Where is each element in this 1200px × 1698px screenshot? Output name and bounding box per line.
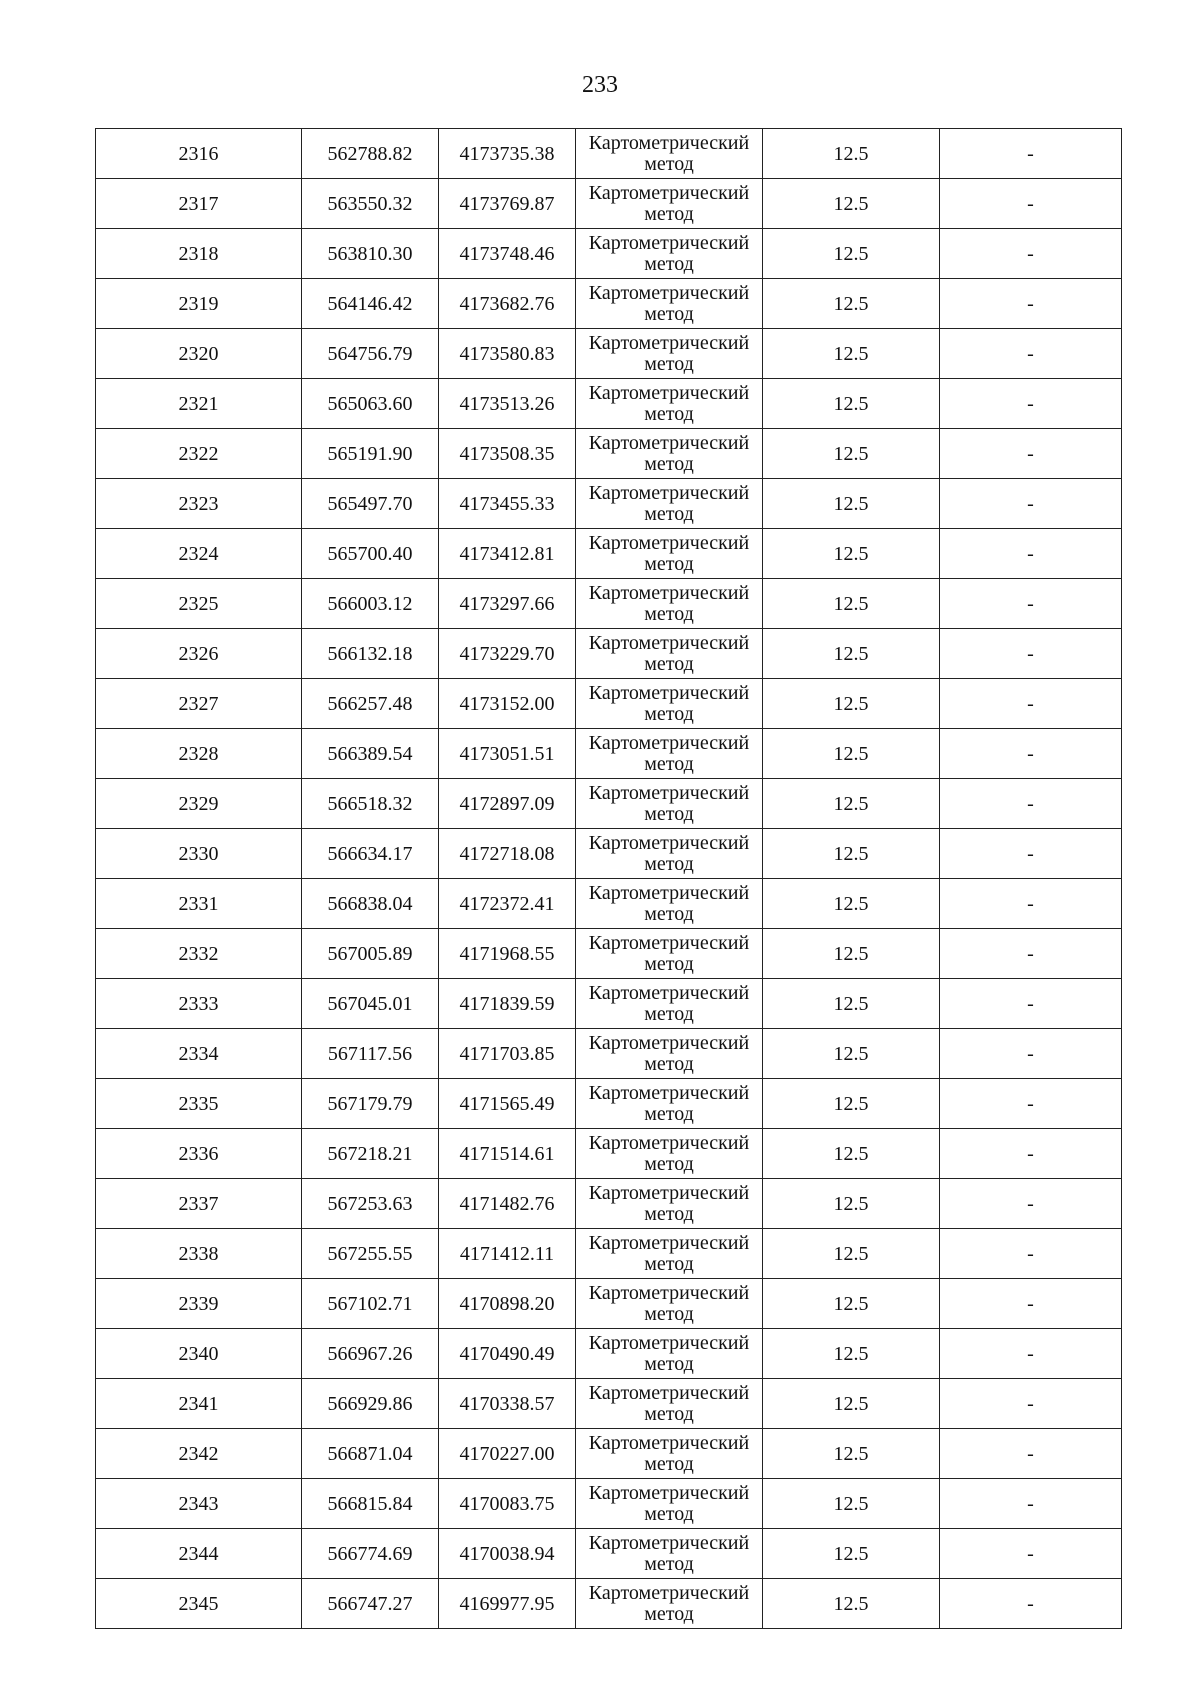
x-coordinate-cell: 565191.90: [302, 429, 439, 479]
accuracy-value-cell: 12.5: [763, 829, 940, 879]
method-line2: метод: [644, 602, 694, 625]
table-row: [96, 1279, 1122, 1329]
method-line1: Картометрический: [588, 1481, 750, 1504]
method-cell: [576, 1229, 763, 1279]
point-number-cell: 2344: [96, 1529, 302, 1579]
table-row: [96, 529, 1122, 579]
y-coordinate-cell: 4170227.00: [439, 1429, 576, 1479]
method-cell: [576, 229, 763, 279]
table-row: [96, 829, 1122, 879]
method-line1: Картометрический: [588, 381, 750, 404]
method-cell: [576, 1479, 763, 1529]
point-number-cell: 2345: [96, 1579, 302, 1629]
method-cell: [576, 879, 763, 929]
y-coordinate-cell: 4171565.49: [439, 1079, 576, 1129]
y-coordinate-cell: 4170038.94: [439, 1529, 576, 1579]
y-coordinate-cell: 4170083.75: [439, 1479, 576, 1529]
x-coordinate-cell: 566132.18: [302, 629, 439, 679]
method-cell: [576, 1029, 763, 1079]
table-row: [96, 1129, 1122, 1179]
accuracy-value-cell: 12.5: [763, 1229, 940, 1279]
table-row: [96, 1229, 1122, 1279]
point-number-cell: 2328: [96, 729, 302, 779]
note-cell: -: [940, 1429, 1122, 1479]
method-line1: Картометрический: [588, 281, 750, 304]
x-coordinate-cell: 567102.71: [302, 1279, 439, 1329]
y-coordinate-cell: 4173508.35: [439, 429, 576, 479]
note-cell: -: [940, 279, 1122, 329]
method-line2: метод: [644, 1252, 694, 1275]
method-line2: метод: [644, 1302, 694, 1325]
note-cell: -: [940, 929, 1122, 979]
page-number: 233: [582, 72, 618, 98]
method-line2: метод: [644, 352, 694, 375]
method-line1: Картометрический: [588, 1131, 750, 1154]
point-number-cell: 2320: [96, 329, 302, 379]
accuracy-value-cell: 12.5: [763, 279, 940, 329]
method-cell: [576, 129, 763, 179]
method-line2: метод: [644, 552, 694, 575]
note-cell: -: [940, 1029, 1122, 1079]
accuracy-value-cell: 12.5: [763, 879, 940, 929]
note-cell: -: [940, 529, 1122, 579]
note-cell: -: [940, 729, 1122, 779]
table-row: [96, 1529, 1122, 1579]
x-coordinate-cell: 566838.04: [302, 879, 439, 929]
x-coordinate-cell: 567045.01: [302, 979, 439, 1029]
method-cell: [576, 779, 763, 829]
note-cell: -: [940, 129, 1122, 179]
note-cell: -: [940, 1129, 1122, 1179]
method-cell: [576, 1179, 763, 1229]
x-coordinate-cell: 566634.17: [302, 829, 439, 879]
method-line2: метод: [644, 252, 694, 275]
method-line2: метод: [644, 1102, 694, 1125]
x-coordinate-cell: 566389.54: [302, 729, 439, 779]
table-row: [96, 1429, 1122, 1479]
x-coordinate-cell: 566257.48: [302, 679, 439, 729]
point-number-cell: 2324: [96, 529, 302, 579]
method-line1: Картометрический: [588, 1581, 750, 1604]
method-line1: Картометрический: [588, 681, 750, 704]
y-coordinate-cell: 4172718.08: [439, 829, 576, 879]
table-row: [96, 579, 1122, 629]
method-cell: [576, 1279, 763, 1329]
x-coordinate-cell: 565063.60: [302, 379, 439, 429]
method-line1: Картометрический: [588, 931, 750, 954]
method-line1: Картометрический: [588, 1081, 750, 1104]
method-line2: метод: [644, 1202, 694, 1225]
method-line1: Картометрический: [588, 181, 750, 204]
method-line1: Картометрический: [588, 431, 750, 454]
method-cell: [576, 1079, 763, 1129]
method-line1: Картометрический: [588, 981, 750, 1004]
accuracy-value-cell: 12.5: [763, 729, 940, 779]
table-row: [96, 379, 1122, 429]
y-coordinate-cell: 4173152.00: [439, 679, 576, 729]
method-line2: метод: [644, 1402, 694, 1425]
y-coordinate-cell: 4173513.26: [439, 379, 576, 429]
x-coordinate-cell: 566774.69: [302, 1529, 439, 1579]
accuracy-value-cell: 12.5: [763, 529, 940, 579]
table-row: [96, 1329, 1122, 1379]
point-number-cell: 2343: [96, 1479, 302, 1529]
x-coordinate-cell: 566871.04: [302, 1429, 439, 1479]
table-row: [96, 279, 1122, 329]
method-line2: метод: [644, 202, 694, 225]
method-cell: [576, 579, 763, 629]
note-cell: -: [940, 379, 1122, 429]
method-line1: Картометрический: [588, 1531, 750, 1554]
accuracy-value-cell: 12.5: [763, 1529, 940, 1579]
method-line2: метод: [644, 852, 694, 875]
point-number-cell: 2330: [96, 829, 302, 879]
method-line1: Картометрический: [588, 1331, 750, 1354]
table-row: [96, 679, 1122, 729]
note-cell: -: [940, 629, 1122, 679]
accuracy-value-cell: 12.5: [763, 1179, 940, 1229]
method-line2: метод: [644, 302, 694, 325]
method-cell: [576, 1429, 763, 1479]
method-cell: [576, 529, 763, 579]
method-cell: [576, 1579, 763, 1629]
y-coordinate-cell: 4173229.70: [439, 629, 576, 679]
y-coordinate-cell: 4173580.83: [439, 329, 576, 379]
method-line2: метод: [644, 502, 694, 525]
point-number-cell: 2325: [96, 579, 302, 629]
method-cell: [576, 929, 763, 979]
x-coordinate-cell: 565700.40: [302, 529, 439, 579]
note-cell: -: [940, 879, 1122, 929]
point-number-cell: 2334: [96, 1029, 302, 1079]
table-row: [96, 479, 1122, 529]
y-coordinate-cell: 4172897.09: [439, 779, 576, 829]
note-cell: -: [940, 479, 1122, 529]
point-number-cell: 2341: [96, 1379, 302, 1429]
accuracy-value-cell: 12.5: [763, 1129, 940, 1179]
point-number-cell: 2335: [96, 1079, 302, 1129]
note-cell: -: [940, 1379, 1122, 1429]
method-cell: [576, 1529, 763, 1579]
accuracy-value-cell: 12.5: [763, 1329, 940, 1379]
accuracy-value-cell: 12.5: [763, 679, 940, 729]
method-line1: Картометрический: [588, 731, 750, 754]
accuracy-value-cell: 12.5: [763, 329, 940, 379]
method-line2: метод: [644, 652, 694, 675]
x-coordinate-cell: 567255.55: [302, 1229, 439, 1279]
accuracy-value-cell: 12.5: [763, 579, 940, 629]
method-line1: Картометрический: [588, 881, 750, 904]
method-line2: метод: [644, 802, 694, 825]
accuracy-value-cell: 12.5: [763, 479, 940, 529]
table-row: [96, 929, 1122, 979]
y-coordinate-cell: 4170898.20: [439, 1279, 576, 1329]
method-line1: Картометрический: [588, 481, 750, 504]
accuracy-value-cell: 12.5: [763, 1429, 940, 1479]
y-coordinate-cell: 4171412.11: [439, 1229, 576, 1279]
point-number-cell: 2342: [96, 1429, 302, 1479]
accuracy-value-cell: 12.5: [763, 979, 940, 1029]
point-number-cell: 2323: [96, 479, 302, 529]
method-line2: метод: [644, 1152, 694, 1175]
accuracy-value-cell: 12.5: [763, 379, 940, 429]
method-line2: метод: [644, 152, 694, 175]
method-line2: метод: [644, 752, 694, 775]
method-line2: метод: [644, 1602, 694, 1625]
method-line2: метод: [644, 702, 694, 725]
method-cell: [576, 279, 763, 329]
point-number-cell: 2333: [96, 979, 302, 1029]
method-line1: Картометрический: [588, 1181, 750, 1204]
y-coordinate-cell: 4173682.76: [439, 279, 576, 329]
accuracy-value-cell: 12.5: [763, 429, 940, 479]
method-cell: [576, 479, 763, 529]
table-row: [96, 1479, 1122, 1529]
table-row: [96, 729, 1122, 779]
method-cell: [576, 179, 763, 229]
x-coordinate-cell: 565497.70: [302, 479, 439, 529]
x-coordinate-cell: 566815.84: [302, 1479, 439, 1529]
x-coordinate-cell: 564146.42: [302, 279, 439, 329]
x-coordinate-cell: 566967.26: [302, 1329, 439, 1379]
method-line2: метод: [644, 902, 694, 925]
note-cell: -: [940, 1329, 1122, 1379]
coordinates-table: [95, 128, 1122, 1629]
accuracy-value-cell: 12.5: [763, 229, 940, 279]
y-coordinate-cell: 4171839.59: [439, 979, 576, 1029]
y-coordinate-cell: 4170338.57: [439, 1379, 576, 1429]
method-line1: Картометрический: [588, 531, 750, 554]
table-row: [96, 979, 1122, 1029]
point-number-cell: 2322: [96, 429, 302, 479]
note-cell: -: [940, 679, 1122, 729]
method-line1: Картометрический: [588, 131, 750, 154]
note-cell: -: [940, 579, 1122, 629]
method-line1: Картометрический: [588, 1431, 750, 1454]
note-cell: -: [940, 1079, 1122, 1129]
method-line1: Картометрический: [588, 1281, 750, 1304]
accuracy-value-cell: 12.5: [763, 179, 940, 229]
y-coordinate-cell: 4173297.66: [439, 579, 576, 629]
x-coordinate-cell: 567179.79: [302, 1079, 439, 1129]
table-row: [96, 779, 1122, 829]
method-cell: [576, 1129, 763, 1179]
table-row: [96, 1029, 1122, 1079]
y-coordinate-cell: 4171514.61: [439, 1129, 576, 1179]
point-number-cell: 2329: [96, 779, 302, 829]
method-line2: метод: [644, 1502, 694, 1525]
table-row: [96, 129, 1122, 179]
x-coordinate-cell: 566747.27: [302, 1579, 439, 1629]
method-cell: [576, 729, 763, 779]
note-cell: -: [940, 1579, 1122, 1629]
accuracy-value-cell: 12.5: [763, 1279, 940, 1329]
accuracy-value-cell: 12.5: [763, 1379, 940, 1429]
note-cell: -: [940, 179, 1122, 229]
point-number-cell: 2319: [96, 279, 302, 329]
y-coordinate-cell: 4171482.76: [439, 1179, 576, 1229]
note-cell: -: [940, 1279, 1122, 1329]
x-coordinate-cell: 566003.12: [302, 579, 439, 629]
accuracy-value-cell: 12.5: [763, 129, 940, 179]
method-line1: Картометрический: [588, 781, 750, 804]
point-number-cell: 2340: [96, 1329, 302, 1379]
note-cell: -: [940, 429, 1122, 479]
table-row: [96, 329, 1122, 379]
x-coordinate-cell: 564756.79: [302, 329, 439, 379]
method-cell: [576, 1379, 763, 1429]
x-coordinate-cell: 567218.21: [302, 1129, 439, 1179]
method-line2: метод: [644, 1002, 694, 1025]
method-cell: [576, 329, 763, 379]
y-coordinate-cell: 4173051.51: [439, 729, 576, 779]
point-number-cell: 2316: [96, 129, 302, 179]
method-cell: [576, 379, 763, 429]
method-line1: Картометрический: [588, 831, 750, 854]
accuracy-value-cell: 12.5: [763, 1029, 940, 1079]
accuracy-value-cell: 12.5: [763, 1579, 940, 1629]
table-row: [96, 179, 1122, 229]
point-number-cell: 2321: [96, 379, 302, 429]
y-coordinate-cell: 4171968.55: [439, 929, 576, 979]
y-coordinate-cell: 4169977.95: [439, 1579, 576, 1629]
method-line2: метод: [644, 1552, 694, 1575]
point-number-cell: 2339: [96, 1279, 302, 1329]
point-number-cell: 2337: [96, 1179, 302, 1229]
accuracy-value-cell: 12.5: [763, 779, 940, 829]
method-line2: метод: [644, 1352, 694, 1375]
x-coordinate-cell: 566518.32: [302, 779, 439, 829]
x-coordinate-cell: 567253.63: [302, 1179, 439, 1229]
method-cell: [576, 429, 763, 479]
point-number-cell: 2331: [96, 879, 302, 929]
table-row: [96, 629, 1122, 679]
x-coordinate-cell: 567005.89: [302, 929, 439, 979]
point-number-cell: 2338: [96, 1229, 302, 1279]
y-coordinate-cell: 4173748.46: [439, 229, 576, 279]
method-line1: Картометрический: [588, 1231, 750, 1254]
note-cell: -: [940, 1479, 1122, 1529]
note-cell: -: [940, 979, 1122, 1029]
method-line1: Картометрический: [588, 631, 750, 654]
point-number-cell: 2318: [96, 229, 302, 279]
method-line1: Картометрический: [588, 231, 750, 254]
y-coordinate-cell: 4173769.87: [439, 179, 576, 229]
x-coordinate-cell: 563550.32: [302, 179, 439, 229]
y-coordinate-cell: 4173455.33: [439, 479, 576, 529]
x-coordinate-cell: 566929.86: [302, 1379, 439, 1429]
note-cell: -: [940, 229, 1122, 279]
table-row: [96, 429, 1122, 479]
table-row: [96, 879, 1122, 929]
method-line1: Картометрический: [588, 331, 750, 354]
y-coordinate-cell: 4173412.81: [439, 529, 576, 579]
note-cell: -: [940, 1179, 1122, 1229]
point-number-cell: 2336: [96, 1129, 302, 1179]
method-cell: [576, 629, 763, 679]
note-cell: -: [940, 1229, 1122, 1279]
accuracy-value-cell: 12.5: [763, 1479, 940, 1529]
table-body: [96, 129, 1122, 1629]
y-coordinate-cell: 4172372.41: [439, 879, 576, 929]
x-coordinate-cell: 562788.82: [302, 129, 439, 179]
point-number-cell: 2326: [96, 629, 302, 679]
table-row: [96, 1179, 1122, 1229]
table-row: [96, 1079, 1122, 1129]
point-number-cell: 2332: [96, 929, 302, 979]
method-line2: метод: [644, 452, 694, 475]
method-line2: метод: [644, 952, 694, 975]
y-coordinate-cell: 4173735.38: [439, 129, 576, 179]
note-cell: -: [940, 779, 1122, 829]
method-cell: [576, 829, 763, 879]
point-number-cell: 2317: [96, 179, 302, 229]
method-cell: [576, 679, 763, 729]
method-line2: метод: [644, 402, 694, 425]
method-line1: Картометрический: [588, 1031, 750, 1054]
method-cell: [576, 979, 763, 1029]
y-coordinate-cell: 4170490.49: [439, 1329, 576, 1379]
note-cell: -: [940, 829, 1122, 879]
table-row: [96, 229, 1122, 279]
x-coordinate-cell: 563810.30: [302, 229, 439, 279]
y-coordinate-cell: 4171703.85: [439, 1029, 576, 1079]
accuracy-value-cell: 12.5: [763, 929, 940, 979]
method-line1: Картометрический: [588, 581, 750, 604]
accuracy-value-cell: 12.5: [763, 629, 940, 679]
method-line1: Картометрический: [588, 1381, 750, 1404]
note-cell: -: [940, 329, 1122, 379]
x-coordinate-cell: 567117.56: [302, 1029, 439, 1079]
accuracy-value-cell: 12.5: [763, 1079, 940, 1129]
table-row: [96, 1379, 1122, 1429]
method-line2: метод: [644, 1052, 694, 1075]
note-cell: -: [940, 1529, 1122, 1579]
table-row: [96, 1579, 1122, 1629]
point-number-cell: 2327: [96, 679, 302, 729]
method-line2: метод: [644, 1452, 694, 1475]
method-cell: [576, 1329, 763, 1379]
